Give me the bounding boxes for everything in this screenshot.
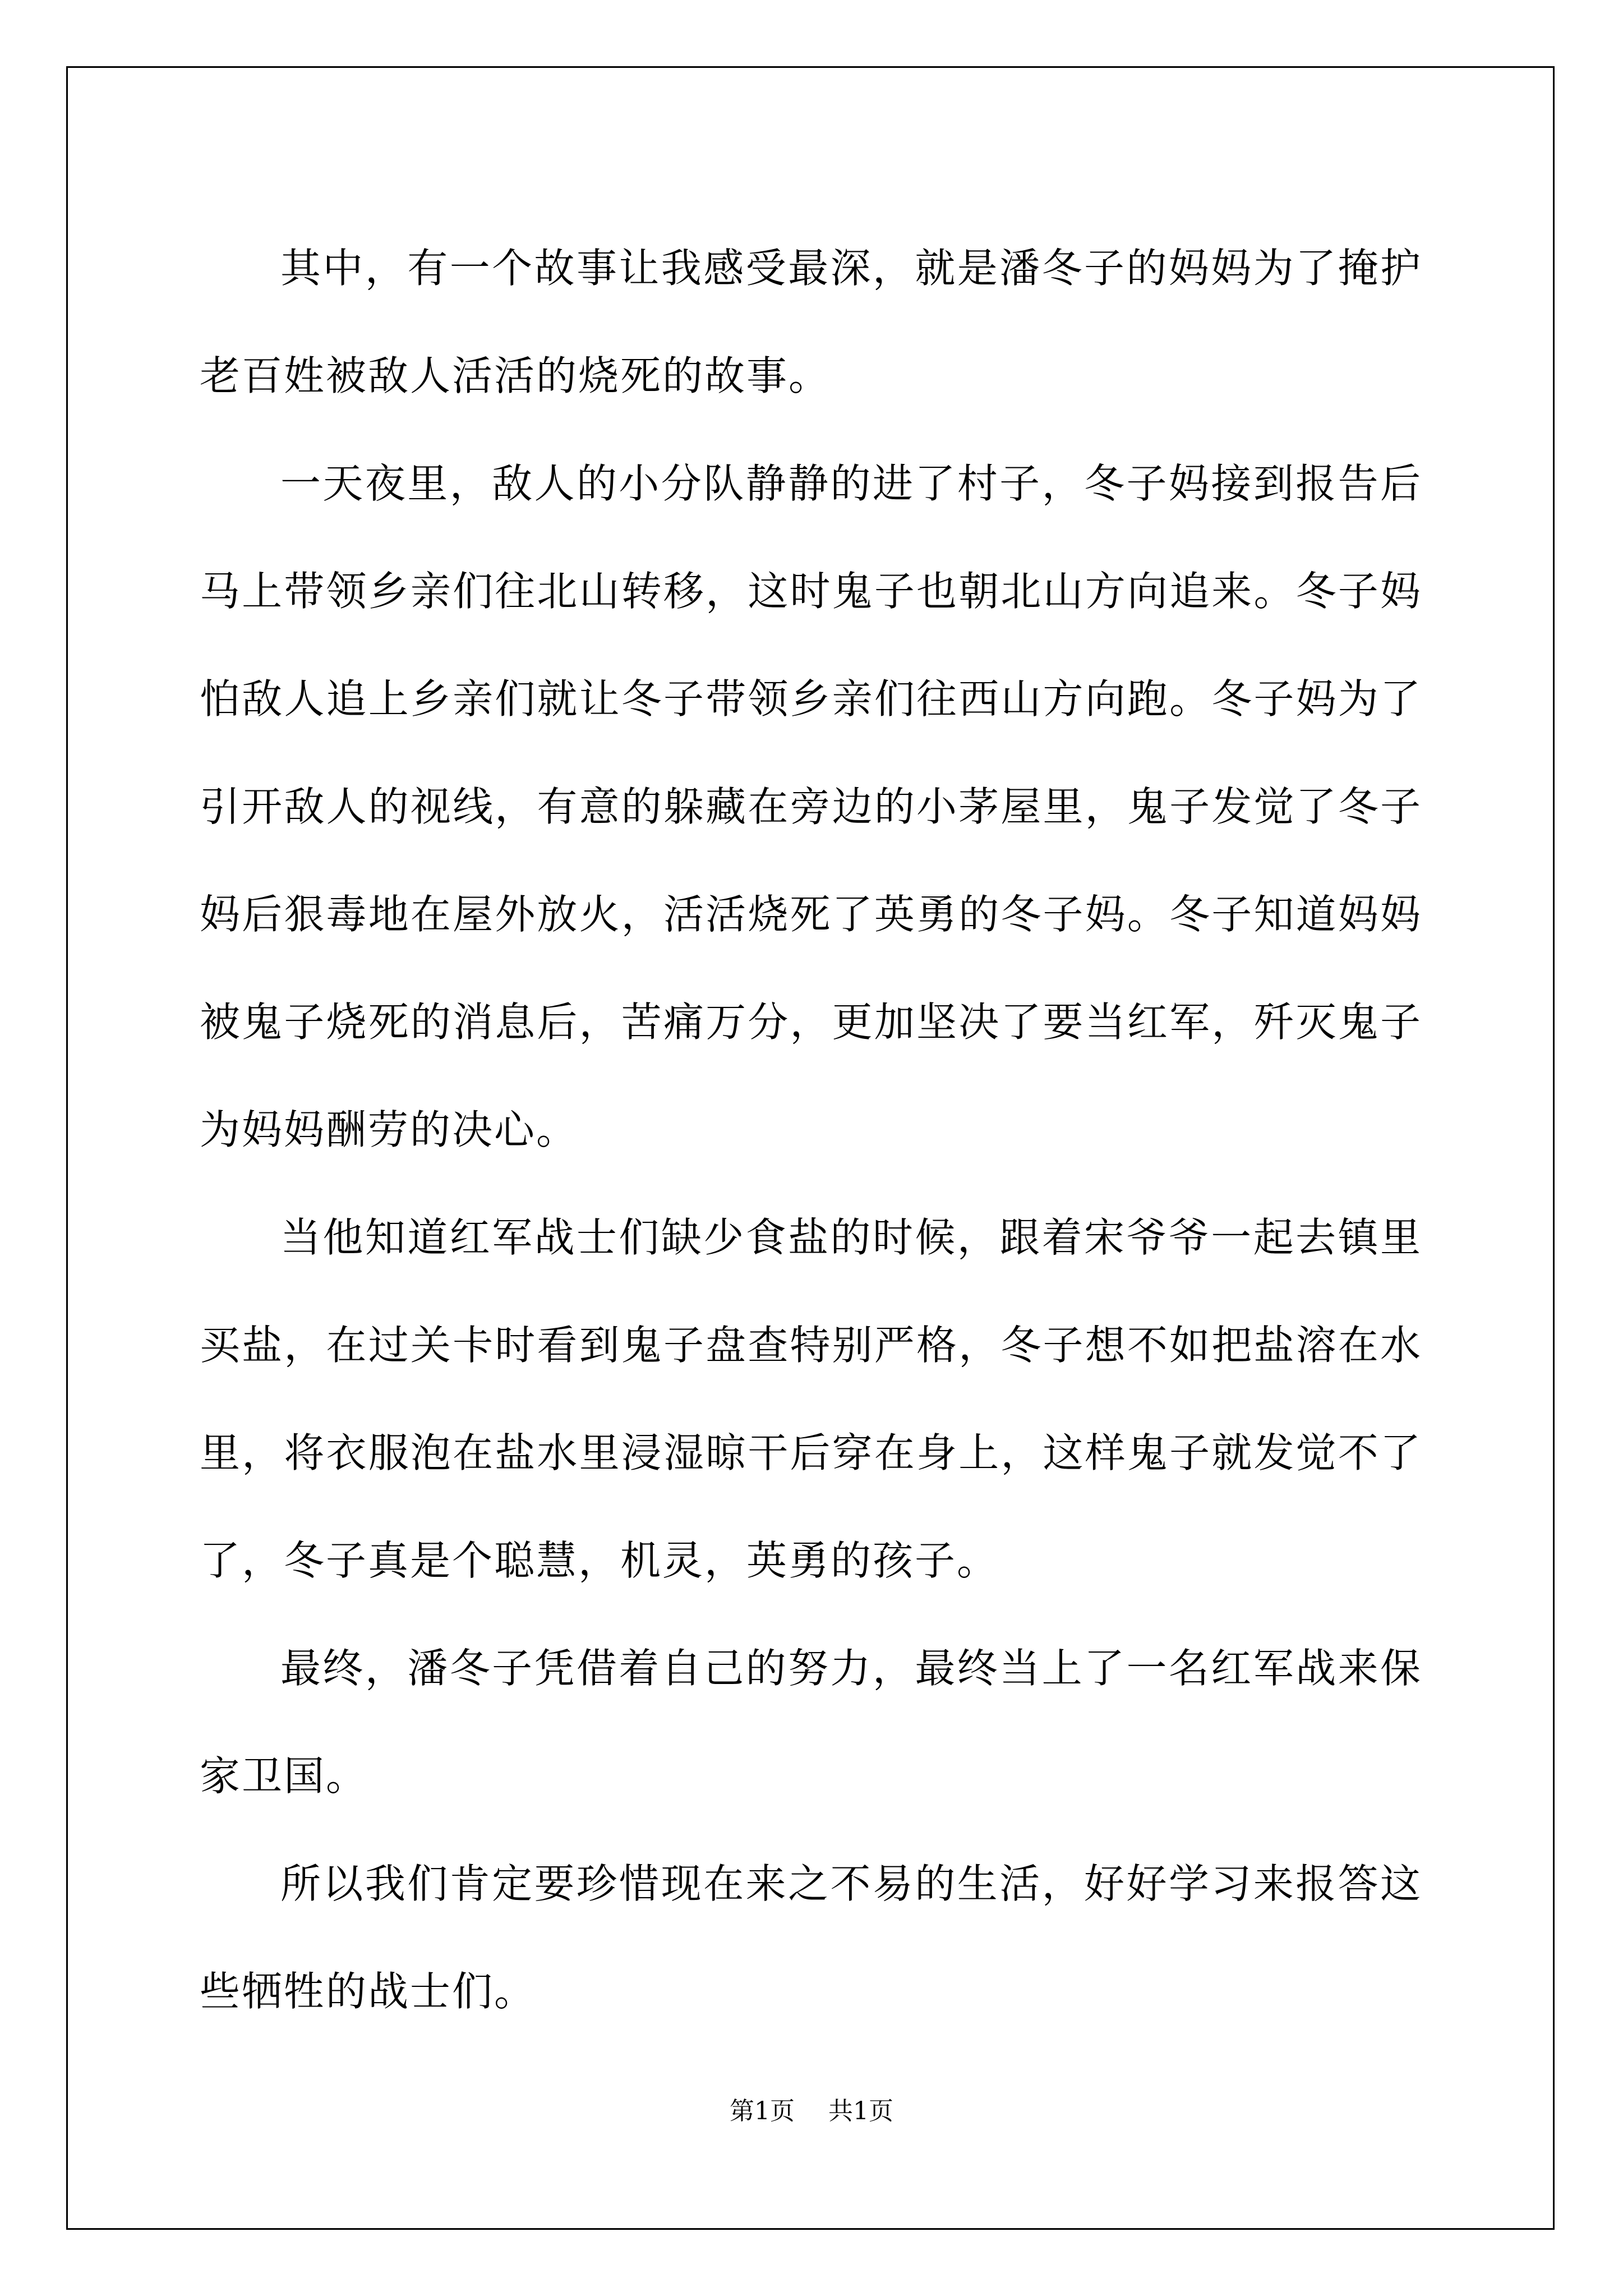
paragraph: 所以我们肯定要珍惜现在来之不易的生活，好好学习来报答这些牺牲的战士们。 xyxy=(200,1860,1422,2015)
page-total: 共1页 xyxy=(828,2097,893,2125)
paragraph: 当他知道红军战士们缺少食盐的时候，跟着宋爷爷一起去镇里买盐，在过关卡时看到鬼子盘查特别严格，冬子想不如把盐溶在水里，将衣服泡在盐水里浸湿晾干后穿在身上，这样鬼子就发觉不了了，冬子真是个聪慧，机灵，英勇的孩子。 xyxy=(200,1214,1422,1584)
document-body xyxy=(200,214,1422,2045)
paragraph: 最终，潘冬子凭借着自己的努力，最终当上了一名红军战来保家卫国。 xyxy=(200,1645,1422,1800)
paragraph: 其中，有一个故事让我感受最深，就是潘冬子的妈妈为了掩护老百姓被敌人活活的烧死的故事。 xyxy=(200,245,1422,399)
page-number: 第1页 xyxy=(730,2097,795,2125)
page-footer xyxy=(0,2095,1623,2128)
paragraph: 一天夜里，敌人的小分队静静的进了村子，冬子妈接到报告后马上带领乡亲们往北山转移，这时鬼子也朝北山方向追来。冬子妈怕敌人追上乡亲们就让冬子带领乡亲们往西山方向跑。冬子妈为了引开敌人的视线，有意的躲藏在旁边的小茅屋里，鬼子发觉了冬子妈后狠毒地在屋外放火，活活烧死了英勇的冬子妈。冬子知道妈妈被鬼子烧死的消息后，苦痛万分，更加坚决了要当红军，歼灭鬼子为妈妈酬劳的决心。 xyxy=(200,460,1422,1153)
